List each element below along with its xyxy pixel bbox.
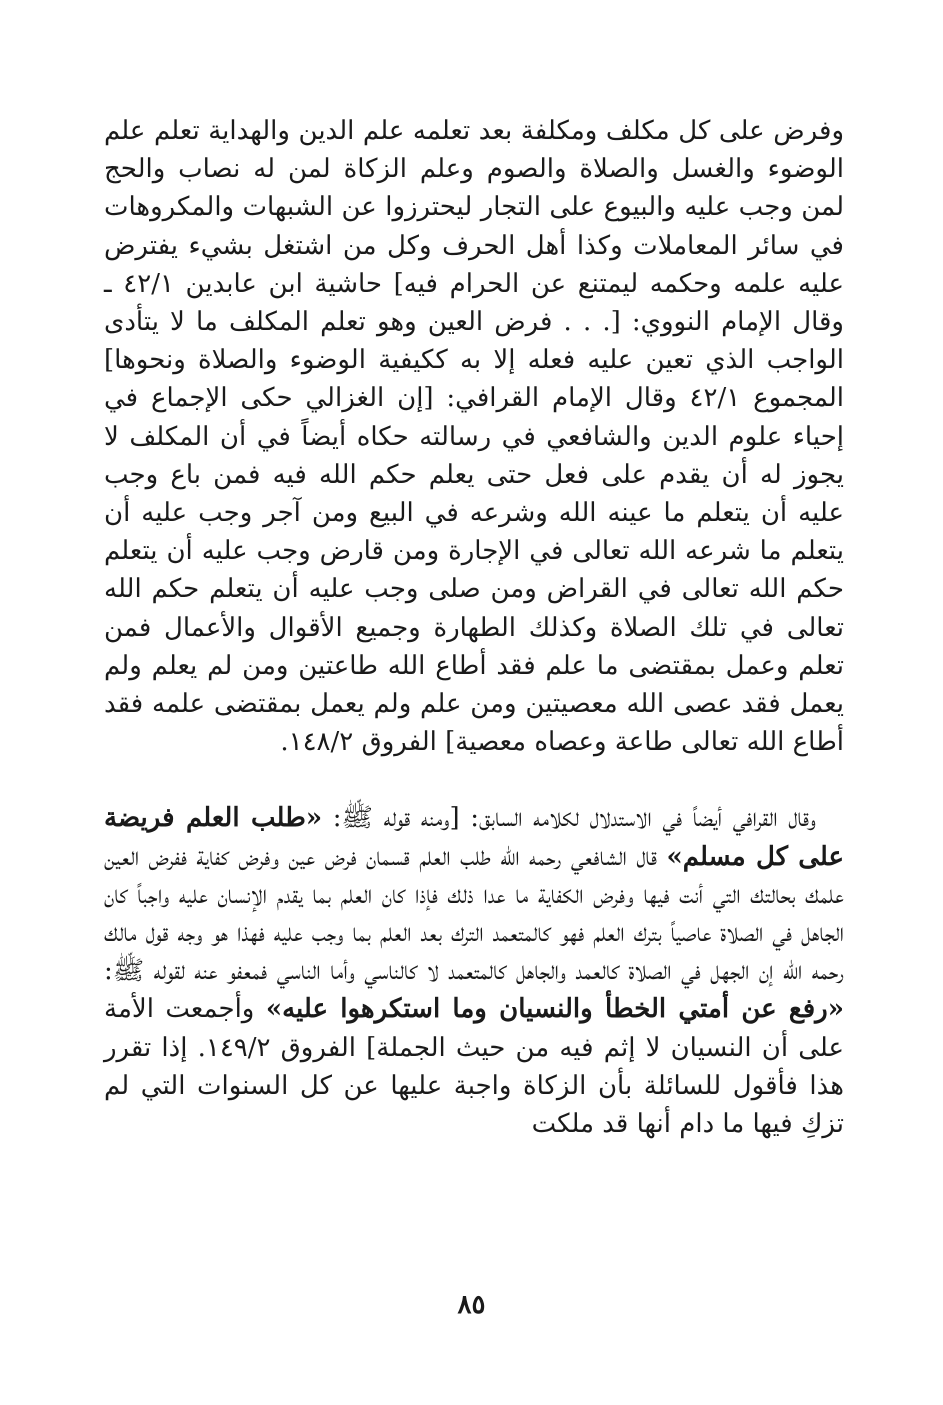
paragraph-2-text-b: قال الشافعي رحمه الله طلب العلم قسمان فرض عين وفرض كفاية ففرض العين علمك بحالتك التي أنت فيها وفرض الكفاية ما عدا ذلك فإذا كان العلم بما يقدم الإنسان عليه واجباً كان الجاهل في الصلاة عاصياً بترك العلم فهو كالمتعمد الترك بعد العلم بما وجب عليه فهذا هو وجه قول مالك رحمه الله إن الجهل في الصلاة كالعمد والجاهل كالمتعمد لا كالناسي وأما الناسي فمعفو عنه لقوله ﷺ: <box>104 841 844 987</box>
page-number: ٨٥ <box>457 1290 486 1320</box>
paragraph-2-text-a: وقال القرافي أيضاً في الاستدلال لكلامه السابق: [ومنه قوله ﷺ: <box>322 803 817 834</box>
paragraph-1-text: وفرض على كل مكلف ومكلفة بعد تعلمه علم الدين والهداية تعلم علم الوضوء والغسل والصلاة والصوم وعلم الزكاة لمن له نصاب والحج لمن وجب عليه والبيوع على التجار ليحترزوا عن الشبهات والمكروهات في سائر المعاملات وكذا أهل الحرف وكل من اشتغل بشيء يفترض عليه علمه وحكمه ليمتنع عن الحرام فيه] حاشية ابن عابدين ٤٢/١ ـ وقال الإمام النووي: [. . . فرض العين وهو تعلم المكلف ما لا يتأدى الواجب الذي تعين عليه فعله إلا به ككيفية الوضوء والصلاة ونحوها] المجموع ٤٢/١ وقال الإمام القرافي: [إن الغزالي حكى الإجماع في إحياء علوم الدين والشافعي في رسالته حكاه أيضاً في أن المكلف لا يجوز له أن يقدم على فعل حتى يعلم حكم الله فيه فمن باع وجب عليه أن يتعلم ما عينه الله وشرعه في البيع ومن آجر وجب عليه أن يتعلم ما شرعه الله تعالى في الإجارة ومن قارض وجب عليه أن يتعلم حكم الله تعالى في القراض ومن صلى وجب عليه أن يتعلم حكم الله تعالى في تلك الصلاة وكذلك الطهارة وجميع الأقوال والأعمال فمن تعلم وعمل بمقتضى ما علم فقد أطاع الله طاعتين ومن لم يعلم ولم يعمل فقد عصى الله معصيتين ومن علم ولم يعمل بمقتضى علمه فقد أطاع الله تعالى طاعة وعصاه معصية] الفروق ١٤٨/٢. <box>104 116 845 758</box>
paragraph-2 <box>104 799 844 1143</box>
hadith-quote-1: «طلب العلم فريضة على كل مسلم» <box>104 803 845 872</box>
page-body <box>104 112 844 1143</box>
paragraph-1 <box>104 112 844 761</box>
paragraph-2-text-c: وأجمعت الأمة على أن النسيان لا إثم فيه من حيث الجملة] الفروق ١٤٩/٢. إذا تقرر هذا فأقول للسائلة بأن الزكاة واجبة عليها عن كل السنوات التي لم تزكِ فيها ما دام أنها قد ملكت <box>104 994 844 1140</box>
hadith-quote-2: «رفع عن أمتي الخطأ والنسيان وما استكرهوا عليه» <box>265 994 844 1025</box>
